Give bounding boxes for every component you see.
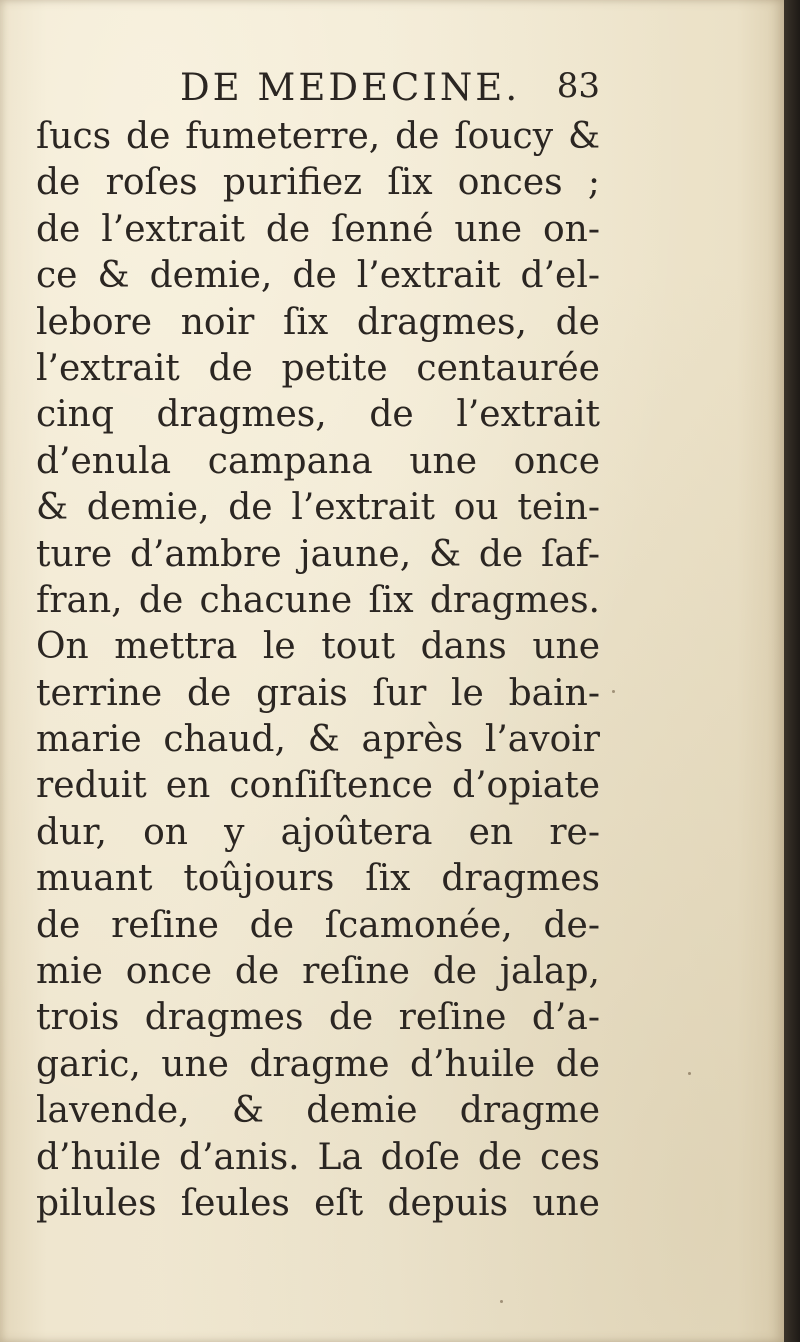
paper-speck [500, 1300, 503, 1303]
page-edge-shadow [784, 0, 800, 1342]
text-line: cinq dragmes, de l’extrait [36, 394, 600, 436]
text-line: On mettra le tout dans une [36, 626, 600, 668]
text-line: garic, une dragme d’huile de [36, 1043, 600, 1085]
text-line: d’enula campana une once [36, 440, 600, 482]
text-line: muant toûjours ſix dragmes [36, 858, 600, 900]
text-line: marie chaud, & après l’avoir [36, 719, 600, 761]
running-title: DE MEDECINE. [180, 66, 521, 109]
page-number: 83 [556, 66, 600, 106]
text-line: ce & demie, de l’extrait d’el- [36, 255, 600, 297]
text-line: pilules ſeules eſt depuis une [36, 1182, 600, 1224]
text-line: de roſes purifiez ſix onces ; [36, 162, 600, 204]
text-line: reduit en conſiſtence d’opiate [36, 765, 600, 807]
text-line: de l’extrait de ſenné une on- [36, 208, 600, 250]
text-line: l’extrait de petite centaurée [36, 347, 600, 389]
text-line: mie once de reſine de jalap, [36, 951, 600, 993]
text-line: lebore noir ſix dragmes, de [36, 301, 600, 343]
text-line: d’huile d’anis. La doſe de ces [36, 1136, 600, 1178]
text-line: dur, on y ajoûtera en re- [36, 811, 600, 853]
text-line: trois dragmes de reſine d’a- [36, 997, 600, 1039]
text-line: ſucs de fumeterre, de ſoucy & [36, 116, 600, 157]
text-line: lavende, & demie dragme [36, 1090, 600, 1132]
paper-speck [612, 690, 615, 693]
text-line: fran, de chacune ſix dragmes. [36, 579, 600, 621]
body-text [36, 114, 600, 1227]
text-line: ture d’ambre jaune, & de ſaf- [36, 533, 600, 575]
page-header [180, 66, 600, 120]
text-line: terrine de grais ſur le bain- [36, 672, 600, 714]
text-line: & demie, de l’extrait ou tein- [36, 487, 600, 529]
text-line: de reſine de ſcamonée, de- [36, 904, 600, 946]
paper-speck [688, 1072, 691, 1075]
